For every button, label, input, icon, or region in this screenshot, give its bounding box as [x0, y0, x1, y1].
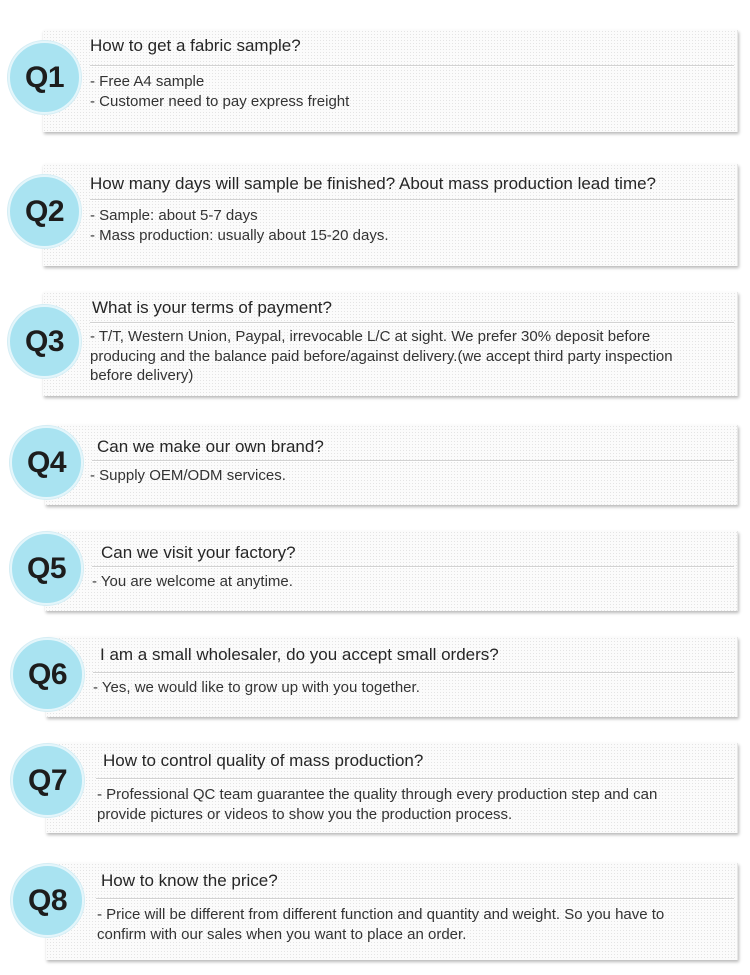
question-divider [90, 65, 734, 67]
question-text: Can we visit your factory? [101, 543, 296, 562]
answer-line: confirm with our sales when you want to place an order. [97, 925, 467, 943]
question-divider [93, 672, 734, 674]
answer-line: - You are welcome at anytime. [92, 573, 293, 590]
answer-text [90, 206, 389, 245]
question-text: How to know the price? [101, 871, 278, 890]
question-divider [92, 460, 734, 462]
question-text: How to get a fabric sample? [90, 36, 301, 55]
question-divider [90, 322, 734, 324]
question-number-badge: Q7 [11, 744, 84, 817]
answer-text [92, 572, 293, 592]
answer-line: - Yes, we would like to grow up with you together. [93, 679, 420, 696]
question-number-badge: Q6 [11, 638, 84, 711]
answer-line: - Mass production: usually about 15-20 days. [90, 226, 389, 244]
answer-line: provide pictures or videos to show you the production process. [97, 805, 513, 823]
answer-line: - T/T, Western Union, Paypal, irrevocable L/C at sight. We prefer 30% deposit before [90, 328, 651, 345]
question-text: What is your terms of payment? [92, 298, 332, 317]
question-number-badge: Q5 [10, 532, 83, 605]
question-text: How to control quality of mass production? [103, 751, 424, 770]
question-number-badge: Q1 [8, 41, 81, 114]
answer-text [93, 678, 420, 698]
question-number-badge: Q4 [10, 426, 83, 499]
question-divider [92, 566, 734, 568]
answer-text [90, 466, 286, 486]
answer-line: - Free A4 sample [90, 73, 205, 90]
answer-text [90, 72, 349, 111]
question-text: How many days will sample be finished? About mass production lead time? [90, 174, 657, 193]
question-number-badge: Q3 [8, 305, 81, 378]
answer-line: - Sample: about 5-7 days [90, 207, 258, 224]
answer-line: - Professional QC team guarantee the quality through every production step and can [97, 786, 658, 803]
answer-line: producing and the balance paid before/against delivery.(we accept third party inspection [90, 347, 673, 365]
question-divider [90, 199, 734, 201]
question-text: I am a small wholesaler, do you accept small orders? [100, 645, 499, 664]
question-divider [96, 778, 734, 780]
question-divider [96, 898, 734, 900]
question-number-badge: Q2 [8, 175, 81, 248]
answer-text [97, 905, 664, 944]
question-text: Can we make our own brand? [97, 437, 324, 456]
answer-line: before delivery) [90, 367, 194, 384]
answer-line: - Supply OEM/ODM services. [90, 467, 286, 484]
answer-text [97, 785, 657, 824]
answer-line: - Price will be different from different function and quantity and weight. So you have to [97, 906, 665, 923]
answer-line: - Customer need to pay express freight [90, 92, 350, 110]
answer-text [90, 327, 673, 386]
question-number-badge: Q8 [11, 864, 84, 937]
